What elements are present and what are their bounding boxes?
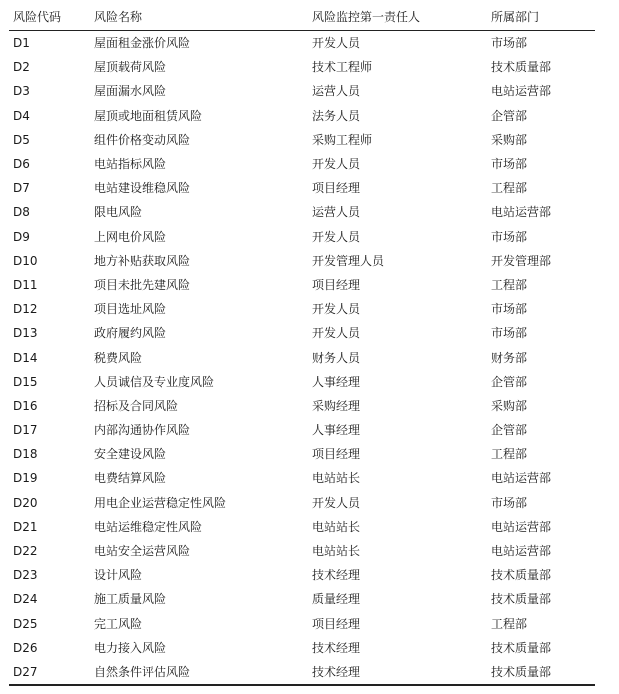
cell-risk-code: D13	[13, 326, 38, 341]
cell-responsible-person: 质量经理	[312, 592, 361, 607]
table-row	[9, 418, 595, 442]
cell-department: 工程部	[491, 181, 528, 196]
cell-risk-code: D10	[13, 253, 38, 268]
cell-risk-name: 电费结算风险	[94, 471, 167, 486]
table-row	[9, 297, 595, 321]
cell-risk-code: D4	[13, 108, 30, 123]
header-risk-code: 风险代码	[13, 10, 62, 24]
cell-risk-code: D14	[13, 350, 38, 365]
cell-risk-code: D22	[13, 544, 38, 559]
cell-risk-code: D7	[13, 181, 30, 196]
cell-department: 技术质量部	[491, 640, 552, 655]
cell-responsible-person: 项目经理	[312, 277, 361, 292]
table-row	[9, 612, 595, 636]
cell-responsible-person: 人事经理	[312, 374, 361, 389]
cell-risk-name: 屋顶载荷风险	[94, 60, 167, 75]
cell-risk-name: 屋顶或地面租赁风险	[94, 108, 203, 123]
cell-risk-name: 屋面租金涨价风险	[94, 36, 191, 51]
table-row	[9, 466, 595, 490]
cell-department: 电站运营部	[491, 471, 552, 486]
table-row	[9, 539, 595, 563]
table-row	[9, 200, 595, 224]
cell-responsible-person: 开发人员	[312, 302, 361, 317]
cell-department: 工程部	[491, 616, 528, 631]
cell-department: 市场部	[491, 157, 528, 172]
cell-risk-code: D8	[13, 205, 30, 220]
header-row	[9, 4, 595, 31]
cell-risk-name: 电站运维稳定性风险	[94, 519, 203, 534]
cell-risk-code: D25	[13, 616, 38, 631]
table-header	[9, 4, 595, 31]
cell-responsible-person: 技术工程师	[312, 60, 373, 75]
cell-department: 市场部	[491, 326, 528, 341]
cell-risk-code: D27	[13, 664, 38, 679]
cell-responsible-person: 项目经理	[312, 181, 361, 196]
cell-risk-name: 电力接入风险	[94, 640, 167, 655]
cell-risk-code: D9	[13, 229, 30, 244]
risk-table	[9, 4, 595, 686]
table-row	[9, 249, 595, 273]
cell-risk-name: 人员诚信及专业度风险	[94, 374, 215, 389]
cell-responsible-person: 运营人员	[312, 84, 361, 99]
table-row	[9, 515, 595, 539]
cell-responsible-person: 开发管理人员	[312, 253, 385, 268]
cell-responsible-person: 开发人员	[312, 326, 361, 341]
table-row	[9, 128, 595, 152]
header-department: 所属部门	[491, 10, 540, 24]
cell-department: 市场部	[491, 229, 528, 244]
cell-risk-name: 完工风险	[94, 616, 143, 631]
cell-department: 电站运营部	[491, 84, 552, 99]
header-responsible-person: 风险监控第一责任人	[312, 10, 421, 24]
cell-risk-name: 设计风险	[94, 568, 143, 583]
cell-risk-name: 政府履约风险	[94, 326, 167, 341]
cell-department: 电站运营部	[491, 519, 552, 534]
cell-risk-code: D21	[13, 519, 38, 534]
cell-responsible-person: 运营人员	[312, 205, 361, 220]
cell-department: 企管部	[491, 423, 528, 438]
cell-risk-code: D11	[13, 277, 38, 292]
cell-risk-code: D18	[13, 447, 38, 462]
table-row	[9, 273, 595, 297]
table-row	[9, 104, 595, 128]
cell-risk-code: D17	[13, 423, 38, 438]
table-row	[9, 394, 595, 418]
cell-risk-name: 安全建设风险	[94, 447, 167, 462]
cell-responsible-person: 开发人员	[312, 36, 361, 51]
cell-responsible-person: 技术经理	[312, 568, 361, 583]
table-row	[9, 225, 595, 249]
cell-responsible-person: 开发人员	[312, 229, 361, 244]
cell-department: 企管部	[491, 374, 528, 389]
table-body	[9, 31, 595, 686]
cell-responsible-person: 人事经理	[312, 423, 361, 438]
table-row	[9, 370, 595, 394]
cell-department: 开发管理部	[491, 253, 552, 268]
cell-responsible-person: 项目经理	[312, 616, 361, 631]
cell-risk-code: D20	[13, 495, 38, 510]
cell-risk-name: 电站建设维稳风险	[94, 181, 191, 196]
cell-risk-name: 上网电价风险	[94, 229, 167, 244]
cell-department: 市场部	[491, 495, 528, 510]
cell-responsible-person: 采购工程师	[312, 132, 373, 147]
header-risk-name: 风险名称	[94, 10, 143, 24]
cell-responsible-person: 电站站长	[312, 519, 361, 534]
cell-risk-code: D15	[13, 374, 38, 389]
cell-risk-code: D19	[13, 471, 38, 486]
cell-risk-code: D12	[13, 302, 38, 317]
cell-department: 市场部	[491, 36, 528, 51]
cell-risk-name: 项目未批先建风险	[94, 277, 191, 292]
cell-risk-name: 用电企业运营稳定性风险	[94, 495, 227, 510]
cell-department: 电站运营部	[491, 205, 552, 220]
cell-department: 市场部	[491, 302, 528, 317]
cell-risk-name: 内部沟通协作风险	[94, 423, 191, 438]
cell-risk-code: D16	[13, 398, 38, 413]
cell-risk-name: 自然条件评估风险	[94, 664, 191, 679]
risk-table-container	[9, 4, 595, 686]
table-row	[9, 152, 595, 176]
cell-responsible-person: 开发人员	[312, 157, 361, 172]
cell-risk-name: 招标及合同风险	[94, 398, 179, 413]
cell-risk-code: D5	[13, 132, 30, 147]
cell-responsible-person: 技术经理	[312, 640, 361, 655]
table-row	[9, 636, 595, 660]
cell-risk-name: 电站指标风险	[94, 157, 167, 172]
table-row	[9, 660, 595, 685]
cell-risk-code: D3	[13, 84, 30, 99]
cell-department: 采购部	[491, 398, 528, 413]
cell-risk-code: D26	[13, 640, 38, 655]
cell-department: 工程部	[491, 447, 528, 462]
cell-responsible-person: 财务人员	[312, 350, 361, 365]
cell-risk-name: 电站安全运营风险	[94, 544, 191, 559]
table-row	[9, 345, 595, 369]
cell-department: 采购部	[491, 132, 528, 147]
cell-responsible-person: 开发人员	[312, 495, 361, 510]
cell-responsible-person: 采购经理	[312, 398, 361, 413]
cell-department: 技术质量部	[491, 568, 552, 583]
cell-risk-code: D2	[13, 60, 30, 75]
cell-responsible-person: 法务人员	[312, 108, 361, 123]
cell-risk-code: D24	[13, 592, 38, 607]
table-row	[9, 55, 595, 79]
table-row	[9, 31, 595, 56]
table-row	[9, 442, 595, 466]
cell-responsible-person: 电站站长	[312, 471, 361, 486]
cell-responsible-person: 项目经理	[312, 447, 361, 462]
cell-department: 技术质量部	[491, 60, 552, 75]
cell-risk-name: 组件价格变动风险	[94, 132, 191, 147]
cell-risk-code: D23	[13, 568, 38, 583]
cell-risk-name: 项目选址风险	[94, 302, 167, 317]
cell-risk-code: D1	[13, 36, 30, 51]
table-row	[9, 563, 595, 587]
table-row	[9, 321, 595, 345]
cell-department: 财务部	[491, 350, 528, 365]
cell-department: 技术质量部	[491, 592, 552, 607]
cell-department: 企管部	[491, 108, 528, 123]
table-row	[9, 176, 595, 200]
cell-department: 电站运营部	[491, 544, 552, 559]
cell-responsible-person: 技术经理	[312, 664, 361, 679]
cell-risk-name: 地方补贴获取风险	[94, 253, 191, 268]
cell-risk-name: 屋面漏水风险	[94, 84, 167, 99]
cell-risk-name: 限电风险	[94, 205, 143, 220]
cell-risk-code: D6	[13, 157, 30, 172]
table-row	[9, 587, 595, 611]
cell-risk-name: 施工质量风险	[94, 592, 167, 607]
cell-risk-name: 税费风险	[94, 350, 143, 365]
table-row	[9, 79, 595, 103]
cell-responsible-person: 电站站长	[312, 544, 361, 559]
cell-department: 工程部	[491, 277, 528, 292]
table-row	[9, 491, 595, 515]
cell-department: 技术质量部	[491, 664, 552, 679]
